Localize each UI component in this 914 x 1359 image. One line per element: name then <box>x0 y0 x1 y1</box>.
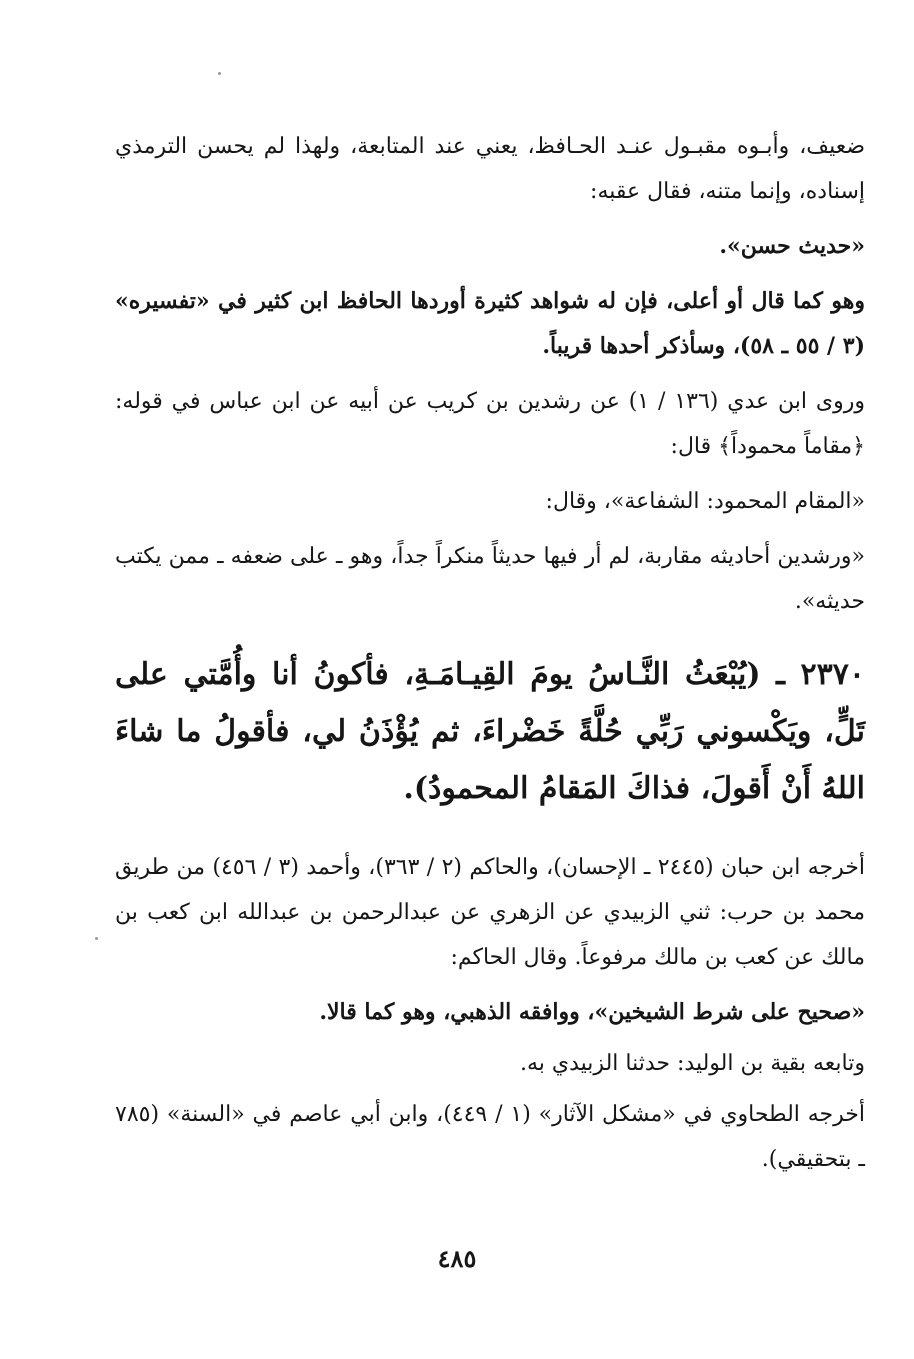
page-number: ٤٨٥ <box>437 1244 477 1273</box>
paragraph-continuation: ضعيف، وأبـوه مقبـول عنـد الحـافظ، يعني عند المتابعة، ولهذا لم يحسن الترمذي إسناده، وإنما متنه، فقال عقبه: <box>115 134 865 204</box>
paragraph-shafaa-quote: «المقام المحمود: الشفاعة»، وقال: <box>545 489 865 514</box>
scan-speck <box>95 937 98 940</box>
paragraph-shawahid: وهو كما قال أو أعلى، فإن له شواهد كثيرة أوردها الحافظ ابن كثير في «تفسيره» (٣ / ٥٥ ـ ٥٨)، وسأذكر أحدها قريباً. <box>115 288 865 359</box>
scan-speck <box>218 72 221 75</box>
paragraph-hakim-ruling: «صحيح على شرط الشيخين»، ووافقه الذهبي، وهو كما قالا. <box>319 999 865 1025</box>
hadith-2370-text: ٢٣٧٠ ـ (يُبْعَثُ النَّـاسُ يومَ القِيـامَـةِ، فأكونُ أنا وأُمَّتي على تَلٍّ، ويَكْسوني رَبِّي حُلَّةً خَضْراءَ، ثم يُؤْذَنُ لي، فأقولُ ما شاءَ اللهُ أَنْ أَقولَ، فذاكَ المَقامُ المحمودُ). <box>115 657 865 806</box>
paragraph-baqiyya: وتابعه بقية بن الوليد: حدثنا الزبيدي به. <box>520 1051 865 1076</box>
paragraph-rishdin-quote: «ورشدين أحاديثه مقاربة، لم أر فيها حديثاً منكراً جداً، وهو ـ على ضعفه ـ ممن يكتب حديثه». <box>115 544 865 614</box>
page-body <box>115 124 865 1192</box>
paragraph-hadith-hasan: «حديث حسن». <box>719 233 865 259</box>
paragraph-tahawi: أخرجه الطحاوي في «مشكل الآثار» (١ / ٤٤٩)، وابن أبي عاصم في «السنة» (٧٨٥ ـ بتحقيقي). <box>115 1102 865 1172</box>
paragraph-ibn-adi: وروى ابن عدي (١٣٦ / ١) عن رشدين بن كريب عن أبيه عن ابن عباس في قوله: ﴿مقاماً محموداً﴾ قال: <box>115 389 866 459</box>
paragraph-takhrij-ibn-hibban: أخرجه ابن حبان (٢٤٤٥ ـ الإحسان)، والحاكم (٢ / ٣٦٣)، وأحمد (٣ / ٤٥٦) من طريق محمد بن حرب: ثني الزبيدي عن الزهري عن عبدالرحمن بن عبدالله ابن كعب بن مالك عن كعب بن مالك مرفوعاً. وقال الحاكم: <box>115 855 866 970</box>
